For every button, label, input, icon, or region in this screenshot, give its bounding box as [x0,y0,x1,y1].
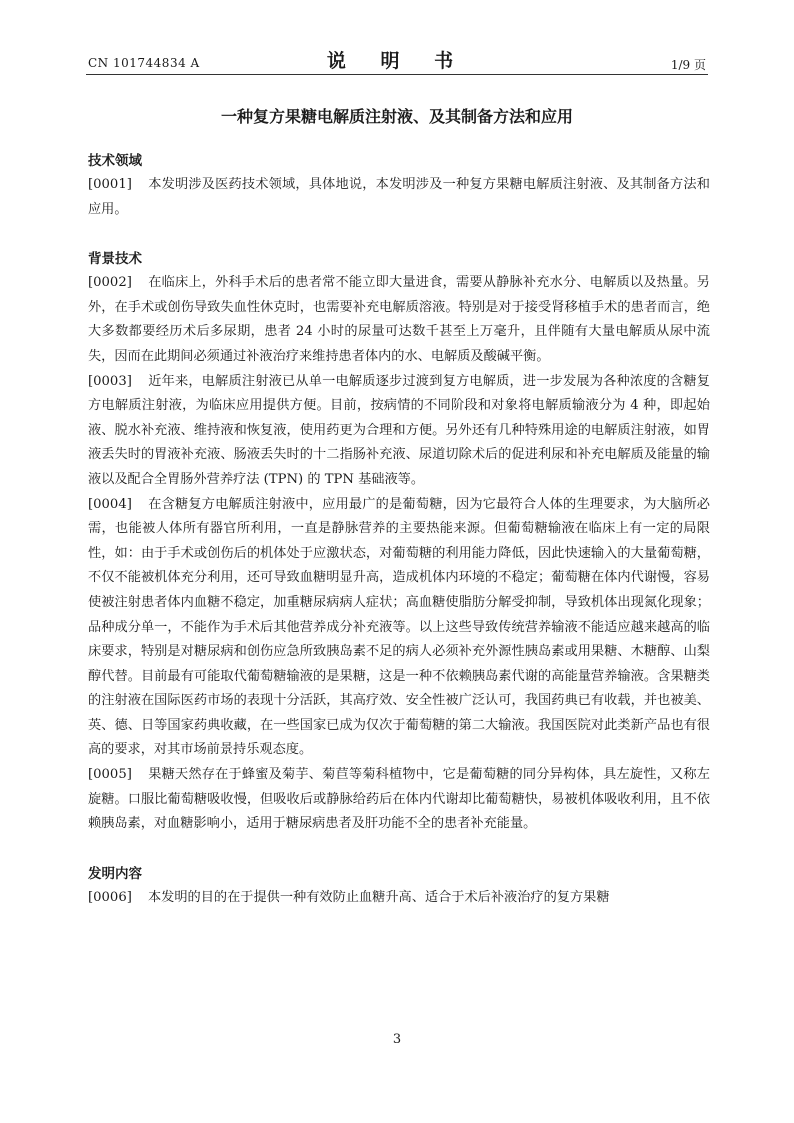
paragraph [88,886,710,911]
document-body [88,150,710,910]
section-heading: 背景技术 [88,251,142,268]
page-header [88,44,706,74]
document-id: CN 101744834 A [88,56,200,70]
paragraph-text: 在临床上，外科手术后的患者常不能立即大量进食，需要从静脉补充水分、电解质以及热量。另外，在手术或创伤导致失血性休克时，也需要补充电解质溶液。特别是对于接受肾移植手术的患者而言，绝大多数都要经历术后多尿期，患者 24 小时的尿量可达数千甚至上万毫升，且伴随有大量电解质从尿中流失，因而在此期间必须通过补液治疗来维持患者体内的水、电解质及酸碱平衡。 [88,275,710,364]
paragraph [88,763,710,837]
paragraph-text: 本发明的目的在于提供一种有效防止血糖升高、适合于术后补液治疗的复方果糖 [148,889,610,905]
paragraph-number: [0006] [88,889,132,905]
page-number: 3 [392,1032,402,1047]
paragraph [88,370,710,493]
paragraph-text: 本发明涉及医药技术领域，具体地说，本发明涉及一种复方果糖电解质注射液、及其制备方法和应用。 [88,177,710,217]
paragraph [88,173,710,222]
paragraph-text: 果糖天然存在于蜂蜜及菊芋、菊苣等菊科植物中，它是葡萄糖的同分异构体，具左旋性，又称左旋糖。口服比葡萄糖吸收慢，但吸收后或静脉给药后在体内代谢却比葡萄糖快，易被机体吸收利用，且不依赖胰岛素，对血糖影响小，适用于糖尿病患者及肝功能不全的患者补充能量。 [88,767,710,832]
page-info: 1/9 页 [670,58,706,72]
paragraph-number: [0001] [88,177,132,192]
section-heading: 发明内容 [88,865,142,882]
paragraph [88,271,710,369]
section-heading: 技术领域 [88,153,142,169]
header-rule [86,74,708,75]
paragraph-number: [0003] [88,373,132,389]
document-title: 一种复方果糖电解质注射液、及其制备方法和应用 [220,107,573,126]
paragraph [88,493,710,764]
paragraph-text: 近年来，电解质注射液已从单一电解质逐步过渡到复方电解质，进一步发展为各种浓度的含糖复方电解质注射液，为临床应用提供方便。目前，按病情的不同阶段和对象将电解质输液分为 4 种，即起始液、脱水补充液、维持液和恢复液，使用药更为合理和方便。另外还有几种特殊用途的电解质注射液，如胃液丢失时的胃液补充液、肠液丢失时的十二指肠补充液、尿道切除术后的促进利尿和补充电解质及能量的输液以及配合全胃肠外营养疗法 (TPN) 的 TPN 基础液等。 [88,373,710,487]
paragraph-number: [0004] [88,496,132,512]
paragraph-text: 在含糖复方电解质注射液中，应用最广的是葡萄糖，因为它最符合人体的生理要求，为大脑所必需，也能被人体所有器官所利用，一直是静脉营养的主要热能来源。但葡萄糖输液在临床上有一定的局限性，如：由于手术或创伤后的机体处于应激状态，对葡萄糖的利用能力降低，因此快速输入的大量葡萄糖，不仅不能被机体充分利用，还可导致血糖明显升高，造成机体内环境的不稳定；葡萄糖在体内代谢慢，容易使被注射患者体内血糖不稳定，加重糖尿病病人症状；高血糖使脂肪分解受抑制，导致机体出现氮化现象；品种成分单一，不能作为手术后其他营养成分补充液等。以上这些导致传统营养输液不能适应越来越高的临床要求，特别是对糖尿病和创伤应急所致胰岛素不足的病人必须补充外源性胰岛素或用果糖、木糖醇、山梨醇代替。目前最有可能取代葡萄糖输液的是果糖，这是一种不依赖胰岛素代谢的高能量营养输液。含果糖类的注射液在国际医药市场的表现十分活跃，其高疗效、安全性被广泛认可，我国药典已有收载，并也被美、英、德、日等国家药典收藏，在一些国家已成为仅次于葡萄糖的第二大输液。我国医院对此类新产品也有很高的要求，对其市场前景持乐观态度。 [88,496,710,758]
paragraph-number: [0005] [88,767,132,783]
header-section-title: 说 明 书 [326,50,468,72]
paragraph-number: [0002] [88,275,132,291]
